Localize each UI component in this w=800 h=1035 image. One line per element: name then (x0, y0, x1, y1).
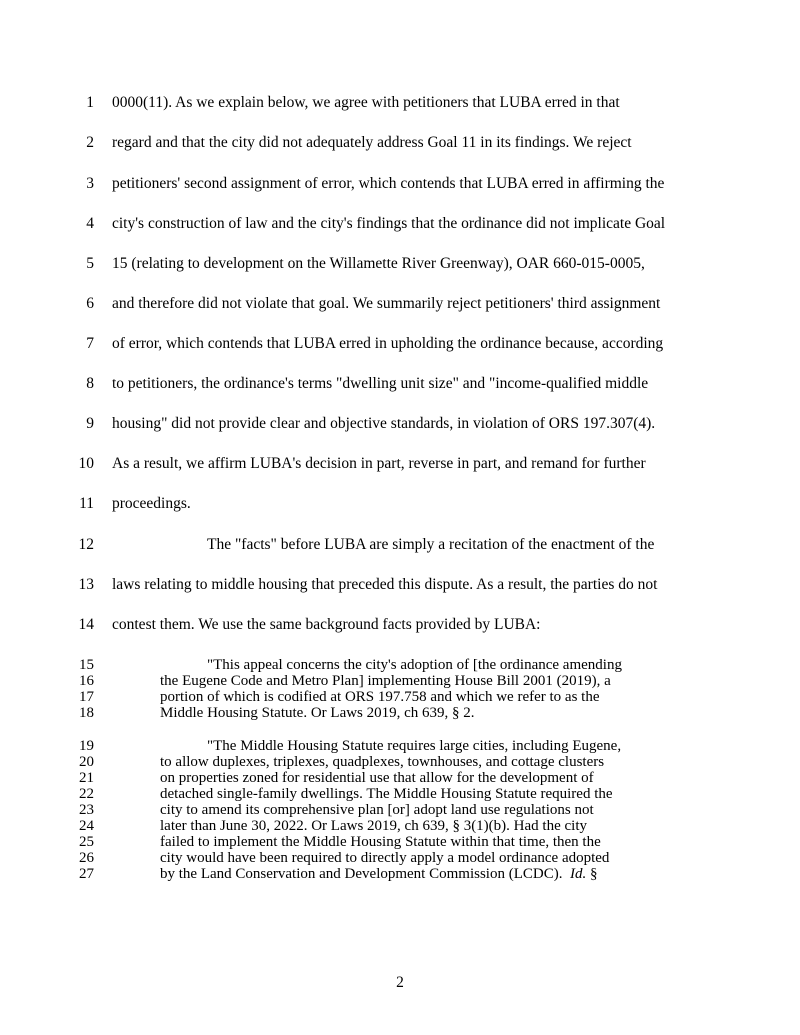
line-number: 21 (79, 770, 94, 786)
body-line-2 (0, 133, 800, 153)
body-line-11 (0, 494, 800, 514)
line-text: 15 (relating to development on the Willamette River Greenway), OAR 660-015-0005, (112, 255, 645, 272)
line-text: city's construction of law and the city's findings that the ordinance did not implicate Goal (112, 215, 666, 232)
line-text: portion of which is codified at ORS 197.758 and which we refer to as the (160, 689, 600, 705)
body-line-9 (0, 414, 800, 434)
line-text: contest them. We use the same background facts provided by LUBA: (112, 616, 541, 633)
line-number: 22 (79, 786, 94, 802)
line-text: "The Middle Housing Statute requires large cities, including Eugene, (207, 738, 622, 754)
line-number: 10 (78, 455, 94, 472)
line-text: The "facts" before LUBA are simply a recitation of the enactment of the (207, 536, 655, 553)
line-text: and therefore did not violate that goal. We summarily reject petitioners' third assignment (112, 295, 661, 312)
body-line-6 (0, 294, 800, 314)
line-number: 19 (79, 738, 94, 754)
line-number: 27 (79, 866, 94, 882)
italic-citation: Id. (569, 866, 587, 882)
line-number: 25 (79, 834, 94, 850)
page-number: 2 (396, 974, 404, 991)
body-line-10 (0, 454, 800, 474)
line-number: 8 (86, 375, 94, 392)
quote-line-18 (0, 705, 800, 725)
line-text (160, 866, 597, 882)
line-text: detached single-family dwellings. The Middle Housing Statute required the (160, 786, 613, 802)
line-number: 26 (79, 850, 94, 866)
line-number: 17 (79, 689, 94, 705)
line-text: As a result, we affirm LUBA's decision in part, reverse in part, and remand for further (112, 455, 646, 472)
line-text: housing" did not provide clear and objective standards, in violation of ORS 197.307(4). (112, 415, 656, 432)
line-number: 14 (78, 616, 94, 633)
line-text: proceedings. (112, 495, 191, 512)
body-line-3 (0, 174, 800, 194)
line-text: later than June 30, 2022. Or Laws 2019, ch 639, § 3(1)(b). Had the city (160, 818, 587, 834)
line-text: to petitioners, the ordinance's terms "dwelling unit size" and "income-qualified middle (112, 375, 649, 392)
line-number: 7 (86, 335, 94, 352)
line-text: city would have been required to directly apply a model ordinance adopted (160, 850, 610, 866)
line-number: 11 (79, 495, 94, 512)
line-text: the Eugene Code and Metro Plan] implementing House Bill 2001 (2019), a (160, 673, 611, 689)
body-line-14 (0, 615, 800, 635)
body-line-4 (0, 214, 800, 234)
line-text: 0000(11). As we explain below, we agree with petitioners that LUBA erred in that (112, 94, 620, 111)
line-number: 1 (86, 94, 94, 111)
line-number: 13 (78, 576, 94, 593)
line-number: 16 (79, 673, 94, 689)
line-number: 3 (86, 175, 94, 192)
line-number: 9 (86, 415, 94, 432)
body-line-13 (0, 575, 800, 595)
body-line-8 (0, 374, 800, 394)
line-number: 12 (78, 536, 94, 553)
body-line-1 (0, 93, 800, 113)
line-number: 15 (79, 657, 94, 673)
line-text: on properties zoned for residential use that allow for the development of (160, 770, 594, 786)
line-text: regard and that the city did not adequately address Goal 11 in its findings. We reject (112, 134, 632, 151)
line-number: 18 (79, 705, 94, 721)
line-number: 23 (79, 802, 94, 818)
line-number: 20 (79, 754, 94, 770)
line-text-main: by the Land Conservation and Development Commission (LCDC). (160, 866, 570, 882)
body-line-7 (0, 334, 800, 354)
body-line-5 (0, 254, 800, 274)
line-number: 24 (79, 818, 94, 834)
line-text: "This appeal concerns the city's adoption of [the ordinance amending (207, 657, 622, 673)
line-number: 4 (86, 215, 94, 232)
line-number: 5 (86, 255, 94, 272)
line-text-tail: § (586, 866, 598, 882)
body-line-12 (0, 535, 800, 555)
line-text: city to amend its comprehensive plan [or] adopt land use regulations not (160, 802, 594, 818)
line-number: 6 (86, 295, 94, 312)
line-text: failed to implement the Middle Housing Statute within that time, then the (160, 834, 601, 850)
line-number: 2 (86, 134, 94, 151)
line-text: Middle Housing Statute. Or Laws 2019, ch 639, § 2. (160, 705, 475, 721)
line-text: of error, which contends that LUBA erred in upholding the ordinance because, according (112, 335, 664, 352)
line-text: petitioners' second assignment of error, which contends that LUBA erred in affirming the (112, 175, 665, 192)
quote-line-27 (0, 866, 800, 886)
line-text: laws relating to middle housing that preceded this dispute. As a result, the parties do not (112, 576, 658, 593)
line-text: to allow duplexes, triplexes, quadplexes, townhouses, and cottage clusters (160, 754, 605, 770)
